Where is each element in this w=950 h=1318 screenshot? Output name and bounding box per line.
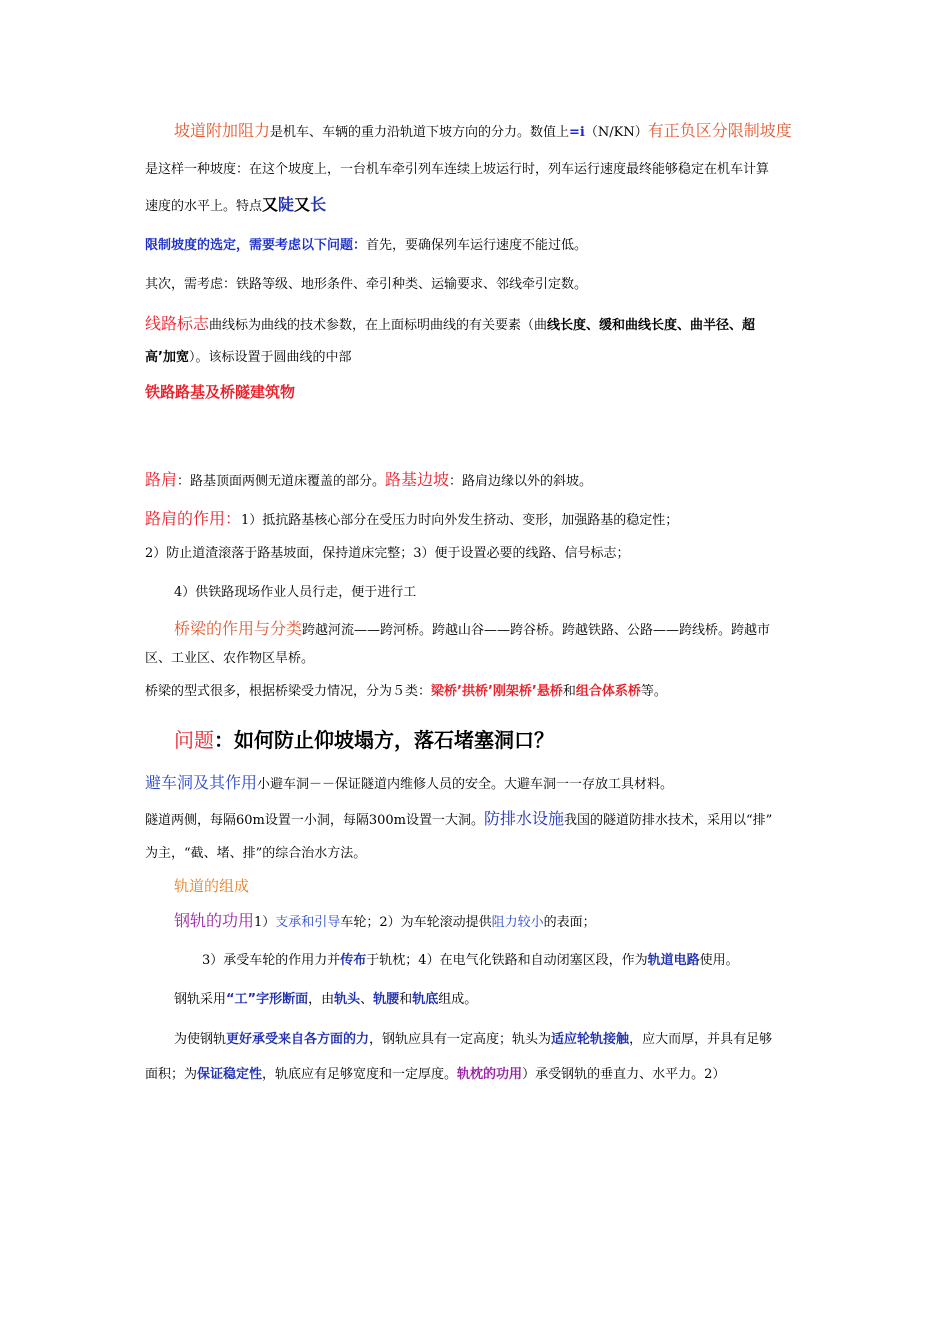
line-2: 是这样一种坡度：在这个坡度上，一台机车牵引列车连续上坡运行时，列车运行速度最终能够稳定在机车计算 (145, 162, 770, 177)
text: 组合体系桥 (575, 684, 641, 699)
line-24 (174, 1031, 772, 1049)
line-25 (145, 1066, 725, 1084)
text: 和 (562, 684, 576, 699)
text: 轨腰 (373, 992, 400, 1007)
unit: （N/KN） (584, 125, 648, 140)
text: 又 (294, 195, 311, 214)
text: 3）承受车轮的作用力并 (202, 953, 341, 968)
text: ，钢轨应具有一定高度；轨头为 (369, 1032, 552, 1047)
term-limit-slope: 有正负区分限制坡度 (647, 121, 792, 140)
text: 线长度、缓和曲线长度、曲半径、超 (547, 318, 756, 333)
text: 陡 (278, 195, 295, 214)
line-19: 为主，“截、堵、排”的综合治水方法。 (145, 846, 367, 861)
text: 小避车洞－－保证隧道内维修人员的安全。大避车洞一一存放工具材料。 (257, 777, 674, 792)
text: 钢轨采用 (174, 992, 227, 1007)
text: 我国的隧道防排水技术，采用以“排” (564, 813, 773, 828)
question-text: ：如何防止仰坡塌方，落石堵塞洞口？ (214, 728, 554, 752)
text: 和 (399, 992, 413, 1007)
formula: =i (569, 125, 585, 140)
text: 使用。 (699, 953, 739, 968)
heading-inline: 限制坡度的选定，需要考虑以下问题： (145, 238, 367, 253)
line-22 (202, 952, 739, 970)
text: 支承和引导 (275, 915, 341, 930)
term-slope-resistance: 坡道附加阻力 (174, 121, 271, 140)
text: 曲线标为曲线的技术参数，在上面标明曲线的有关要素（曲 (209, 318, 548, 333)
line-21 (174, 912, 596, 932)
section-heading-track: 轨道的组成 (174, 877, 250, 895)
text: 、 (360, 992, 374, 1007)
text: 保证稳定性 (197, 1067, 263, 1082)
text: 组成。 (438, 992, 478, 1007)
text: 传布 (340, 953, 367, 968)
text: 于轨枕；4）在电气化铁路和自动闭塞区段，作为 (366, 953, 648, 968)
text: 轨头 (334, 992, 361, 1007)
term-line-sign: 线路标志 (145, 314, 210, 333)
term-slope: 路基边坡 (385, 470, 450, 489)
text: “工”字形断面 (226, 992, 309, 1007)
line-4 (145, 237, 587, 255)
line-15 (145, 683, 667, 701)
line-slope-resistance (174, 122, 792, 142)
section-heading-subgrade: 铁路路基及桥隧建筑物 (145, 383, 296, 401)
text: 梁桥’拱桥’刚架桥’悬桥 (431, 684, 563, 699)
text: 又 (262, 195, 279, 214)
line-11: 2）防止道渣滚落于路基坡面，保持道床完整；3）便于设置必要的线路、信号标志； (145, 546, 630, 561)
line-7 (145, 349, 351, 367)
question-heading (174, 727, 554, 757)
text: 1）抵抗路基核心部分在受压力时向外发生挤动、变形，加强路基的稳定性； (241, 513, 679, 528)
line-14: 区、工业区、农作物区旱桥。 (145, 651, 315, 666)
text: 为使钢轨 (174, 1032, 227, 1047)
line-10 (145, 510, 678, 530)
term-shoulder: 路肩 (145, 470, 178, 489)
question-label: 问题 (174, 728, 214, 752)
text: ：路基顶面两侧无道床覆盖的部分。 (177, 474, 386, 489)
text: 1） (254, 915, 276, 930)
line-6 (145, 315, 755, 335)
text: 更好承受来自各方面的力 (226, 1032, 370, 1047)
text: 阻力较小 (491, 915, 544, 930)
line-18 (145, 810, 772, 830)
term-sleeper-function: 轨枕的功用 (457, 1067, 523, 1082)
text: 的表面； (543, 915, 596, 930)
text: ，应大而厚，并具有足够 (629, 1032, 773, 1047)
text: 等。 (640, 684, 667, 699)
text: 适应轮轨接触 (551, 1032, 630, 1047)
text: ）。该标设置于圆曲线的中部 (188, 350, 352, 365)
text: 跨越河流——跨河桥。跨越山谷——跨谷桥。跨越铁路、公路——跨线桥。跨越市 (302, 623, 771, 638)
text: ：路肩边缘以外的斜坡。 (449, 474, 593, 489)
text: ，轨底应有足够宽度和一定厚度。 (262, 1067, 458, 1082)
term-rail-function: 钢轨的功用 (174, 911, 255, 930)
line-9 (145, 471, 592, 491)
line-5: 其次，需考虑：铁路等级、地形条件、牵引种类、运输要求、邻线牵引定数。 (145, 277, 588, 292)
text: 车轮；2）为车轮滚动提供 (340, 915, 492, 930)
line-12: 4）供铁路现场作业人员行走，便于进行工 (174, 585, 417, 600)
text: ）承受钢轨的垂直力、水平力。2） (522, 1067, 726, 1082)
text: 是机车、车辆的重力沿轨道下坡方向的分力。数值上 (270, 125, 570, 140)
term-drainage: 防排水设施 (484, 809, 565, 828)
line-13 (174, 620, 770, 640)
term-shoulder-function: 路肩的作用： (145, 509, 242, 528)
term-bridge: 桥梁的作用与分类 (174, 619, 303, 638)
text: 轨底 (412, 992, 439, 1007)
text: 面积；为 (145, 1067, 198, 1082)
term-refuge: 避车洞及其作用 (145, 773, 258, 792)
text: 长 (310, 195, 327, 214)
text: 桥梁的型式很多，根据桥梁受力情况，分为５类： (145, 684, 432, 699)
text: 高’加宽 (145, 350, 189, 365)
text: 轨道电路 (647, 953, 700, 968)
text: 隧道两侧，每隔60m设置一小洞，每隔300m设置一大洞。 (145, 813, 485, 828)
text: ，由 (308, 992, 335, 1007)
line-3 (145, 196, 326, 216)
line-17 (145, 774, 673, 794)
line-23 (174, 991, 477, 1009)
text: 速度的水平上。特点 (145, 199, 263, 214)
text: 首先，要确保列车运行速度不能过低。 (366, 238, 588, 253)
